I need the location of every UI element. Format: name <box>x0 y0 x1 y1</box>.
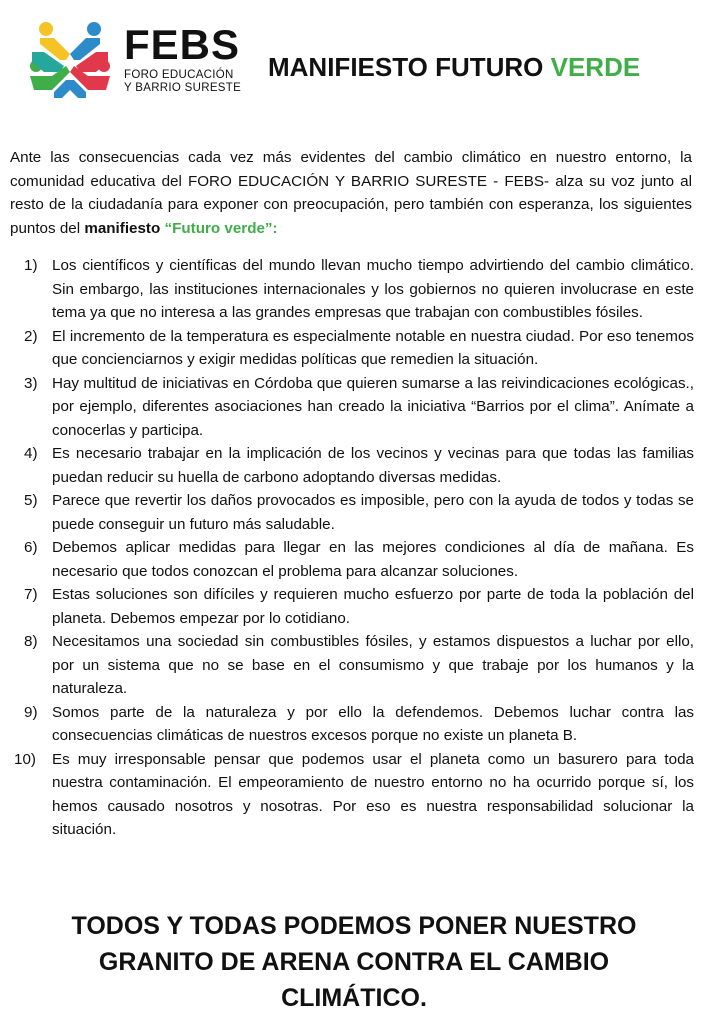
intro-bold-word: manifiesto <box>84 219 161 237</box>
brand-block <box>124 21 242 95</box>
title-part-green: VERDE <box>550 52 641 82</box>
intro-paragraph <box>10 146 692 240</box>
item-number: 1) <box>24 257 38 274</box>
list-item <box>10 325 694 372</box>
list-item <box>10 583 694 630</box>
page-title <box>268 52 640 83</box>
item-text: El incremento de la temperatura es especialmente notable en nuestra ciudad. Por eso tenemos que concienciarnos y exigir medidas políticas que remedien la situación. <box>52 327 694 368</box>
logo-head-blue <box>87 22 101 36</box>
list-item <box>10 536 694 583</box>
list-item <box>10 489 694 536</box>
item-text: Parece que revertir los daños provocados es imposible, pero con la ayuda de todos y todas se puede conseguir un futuro más saludable. <box>52 492 694 533</box>
item-text: Estas soluciones son difíciles y requieren mucho esfuerzo por parte de toda la población del planeta. Debemos empezar por lo cotidiano. <box>52 586 694 627</box>
item-number: 4) <box>24 445 38 462</box>
item-text: Es necesario trabajar en la implicación de los vecinos y vecinas para que todas las familias puedan reducir su huella de carbono adoptando diversas medidas. <box>52 445 694 486</box>
list-item <box>10 442 694 489</box>
item-number: 5) <box>24 492 38 509</box>
item-number: 2) <box>24 327 38 345</box>
list-item <box>10 254 694 325</box>
item-text: Necesitamos una sociedad sin combustibles fósiles, y estamos dispuestos a luchar por ello, por un sistema que no se base en el consumismo y que trabaje por los humanos y la naturaleza. <box>52 633 694 697</box>
logo-head-yellow <box>39 22 53 36</box>
list-item <box>10 701 694 748</box>
brand-subtitle-line1: FORO EDUCACIÓN <box>124 69 234 81</box>
item-text: Hay multitud de iniciativas en Córdoba que quieren sumarse a las reivindicaciones ecológicas., por ejemplo, diferentes asociaciones han creado la iniciativa “Barrios por el clima”. Anímate a conocerlas y participa. <box>52 374 694 439</box>
item-text: Es muy irresponsable pensar que podemos usar el planeta como un basurero para toda nuestra contaminación. El empeoramiento de nuestro entorno no ha ocurrido porque sí, los hemos causado nosotros y nosotras. Por eso es nuestra responsabilidad solucionar la situación. <box>52 750 694 838</box>
febs-logo-icon <box>30 20 110 100</box>
item-text: Somos parte de la naturaleza y por ello la defendemos. Debemos luchar contra las consecuencias climáticas de nuestros excesos porque no existe un planeta B. <box>52 703 694 744</box>
item-number: 3) <box>24 374 38 392</box>
intro-green-phrase: “Futuro verde”: <box>164 219 278 237</box>
list-item <box>10 372 694 443</box>
item-text: Los científicos y científicas del mundo llevan mucho tiempo advirtiendo del cambio climático. Sin embargo, las instituciones internacionales y los gobiernos no quieren involucrase en este tema ya que no interesa a las grandes empresas que trabajan con combustibles fósiles. <box>52 257 694 321</box>
item-text: Debemos aplicar medidas para llegar en las mejores condiciones al día de mañana. Es necesario que todos conozcan el problema para alcanzar soluciones. <box>52 539 694 580</box>
item-number: 8) <box>24 633 38 650</box>
brand-name: FEBS <box>124 21 241 68</box>
item-number: 10) <box>14 750 36 768</box>
list-item <box>10 630 694 701</box>
item-number: 7) <box>24 586 38 603</box>
brand-subtitle-line2: Y BARRIO SURESTE <box>124 82 242 94</box>
title-part-black: MANIFIESTO FUTURO <box>268 52 551 82</box>
item-number: 6) <box>24 539 38 556</box>
list-item <box>10 748 694 842</box>
closing-statement: TODOS Y TODAS PODEMOS PONER NUESTRO GRANITO DE ARENA CONTRA EL CAMBIO CLIMÁTICO. <box>71 912 637 1012</box>
intro-text: Ante las consecuencias cada vez más evidentes del cambio climático en nuestro entorno, la comunidad educativa del FORO EDUCACIÓN Y BARRIO SURESTE - FEBS- alza su voz junto al resto de la ciudadanía para exponer con preocupación, pero también con esperanza, los siguientes puntos del <box>10 149 692 237</box>
item-number: 9) <box>24 703 38 721</box>
manifesto-points-list <box>10 254 694 842</box>
